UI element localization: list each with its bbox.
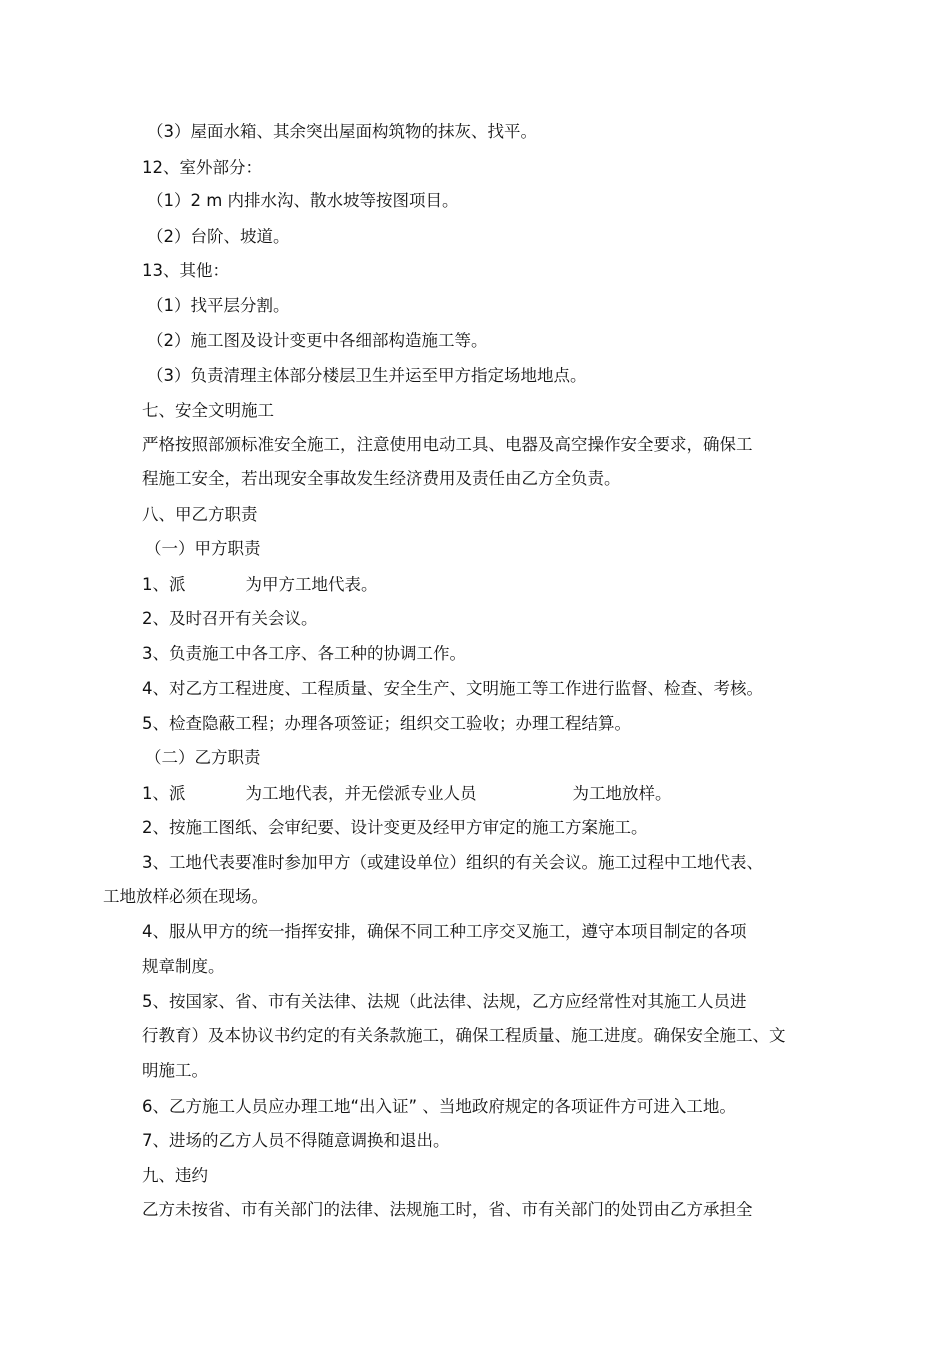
text-line: 规章制度。 <box>142 957 225 976</box>
text-line: （1）2 m 内排水沟、散水坡等按图项目。 <box>147 191 459 210</box>
text-line: 6、乙方施工人员应办理工地“出入证” 、当地政府规定的各项证件方可进入工地。 <box>142 1097 736 1116</box>
text-line: 7、进场的乙方人员不得随意调换和退出。 <box>142 1131 450 1150</box>
text-line: 13、其他： <box>142 261 229 280</box>
text-line: 2、按施工图纸、会审纪要、设计变更及经甲方审定的施工方案施工。 <box>142 818 648 837</box>
section-heading: 八、甲乙方职责 <box>142 505 258 524</box>
text-line: （3）屋面水箱、其余突出屋面构筑物的抹灰、找平。 <box>147 122 537 141</box>
text-line: 3、工地代表要准时参加甲方（或建设单位）组织的有关会议。施工过程中工地代表、 <box>142 853 763 872</box>
text-line: （1）找平层分割。 <box>147 296 290 315</box>
text-line: （2）台阶、坡道。 <box>147 227 290 246</box>
text-segment: 为工地代表，并无偿派专业人员 <box>245 784 477 803</box>
text-line <box>142 574 378 596</box>
text-line: 2、及时召开有关会议。 <box>142 609 318 628</box>
text-line: 行教育）及本协议书约定的有关条款施工，确保工程质量、施工进度。确保安全施工、文 <box>142 1026 786 1045</box>
text-line: 工地放样必须在现场。 <box>103 887 268 906</box>
text-line: （2）施工图及设计变更中各细部构造施工等。 <box>147 331 488 350</box>
text-line: （3）负责清理主体部分楼层卫生并运至甲方指定场地地点。 <box>147 366 587 385</box>
text-segment: 为甲方工地代表。 <box>245 575 378 594</box>
text-line: 3、负责施工中各工序、各工种的协调工作。 <box>142 644 466 663</box>
text-line: 12、室外部分： <box>142 158 262 177</box>
text-line: 明施工。 <box>142 1061 208 1080</box>
text-line: 严格按照部颁标准安全施工，注意使用电动工具、电器及高空操作安全要求，确保工 <box>142 435 753 454</box>
text-line <box>142 783 672 805</box>
text-line: 5、按国家、省、市有关法律、法规（此法律、法规，乙方应经常性对其施工人员进 <box>142 992 747 1011</box>
text-line: 程施工安全，若出现安全事故发生经济费用及责任由乙方全负责。 <box>142 469 621 488</box>
section-heading: 七、安全文明施工 <box>142 401 274 420</box>
sub-heading: （一）甲方职责 <box>145 539 261 558</box>
text-line: 4、对乙方工程进度、工程质量、安全生产、文明施工等工作进行监督、检查、考核。 <box>142 679 763 698</box>
text-segment: 为工地放样。 <box>572 784 672 803</box>
text-line: 5、检查隐蔽工程；办理各项签证；组织交工验收；办理工程结算。 <box>142 714 631 733</box>
text-line: 4、服从甲方的统一指挥安排，确保不同工种工序交叉施工，遵守本项目制定的各项 <box>142 922 747 941</box>
sub-heading: （二）乙方职责 <box>145 748 261 767</box>
section-heading: 九、违约 <box>142 1166 208 1185</box>
text-segment: 1、派 <box>142 784 186 803</box>
text-segment: 1、派 <box>142 575 186 594</box>
text-line: 乙方未按省、市有关部门的法律、法规施工时，省、市有关部门的处罚由乙方承担全 <box>142 1200 753 1219</box>
